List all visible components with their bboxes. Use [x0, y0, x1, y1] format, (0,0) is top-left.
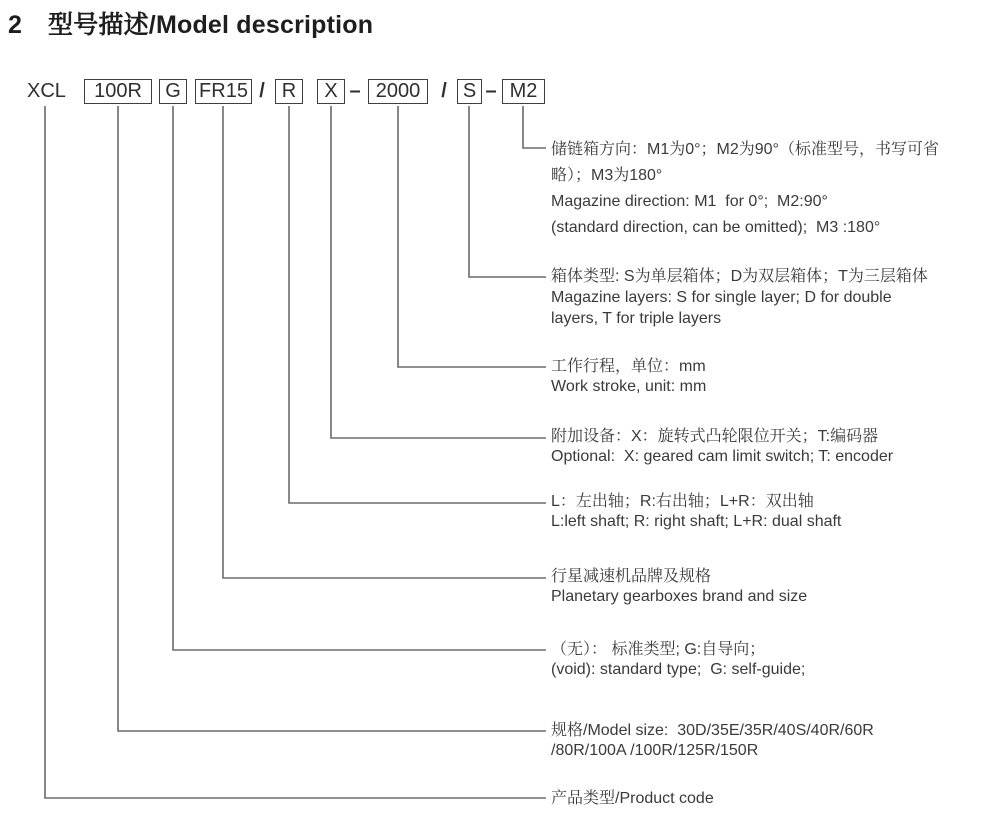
connector-direction-line	[523, 106, 546, 148]
annotation-line: 储链箱方向：M1为0°；M2为90°（标准型号，书写可省	[551, 141, 939, 158]
connector-shaft-line	[289, 106, 546, 503]
code-separator-slash: /	[259, 80, 265, 102]
annotation-line: 产品类型/Product code	[551, 790, 714, 807]
annotation-line: Work stroke, unit: mm	[551, 378, 707, 395]
annotation-output-shaft	[551, 492, 841, 532]
code-box-shaft: R	[275, 79, 303, 104]
annotation-line: (standard direction, can be omitted); M3 :180°	[551, 219, 881, 236]
annotation-product-code	[551, 789, 714, 809]
code-box-size: 100R	[84, 79, 152, 104]
annotation-line: 略）；M3为180°	[551, 167, 663, 184]
annotation-magazine-direction	[551, 137, 939, 241]
annotation-line: Magazine layers: S for single layer; D for double	[551, 289, 892, 306]
connector-layers-line	[469, 106, 546, 277]
section-number: 2	[8, 11, 23, 39]
code-separator-dash-2: –	[485, 80, 497, 102]
code-box-optional: X	[317, 79, 345, 104]
annotation-line: 工作行程，单位：mm	[551, 358, 706, 375]
annotation-model-size	[551, 721, 874, 761]
code-separator-dash: –	[349, 80, 361, 102]
annotation-magazine-layers	[551, 266, 928, 329]
annotation-line: /80R/100A /100R/125R/150R	[551, 742, 759, 759]
annotation-line: Magazine direction: M1 for 0°; M2:90°	[551, 193, 828, 210]
connector-gearbox-line	[223, 106, 546, 578]
code-box-direction: M2	[502, 79, 545, 104]
code-box-gearbox: FR15	[195, 79, 252, 104]
annotation-guide-type	[551, 640, 805, 680]
annotation-line: 行星减速机品牌及规格	[551, 568, 712, 585]
annotation-line: L:left shaft; R: right shaft; L+R: dual shaft	[551, 513, 842, 530]
annotation-planetary-gearbox	[551, 567, 807, 607]
annotation-line: layers, T for triple layers	[551, 310, 722, 327]
annotation-line: Optional: X: geared cam limit switch; T: encoder	[551, 448, 894, 465]
annotation-line: 箱体类型: S为单层箱体；D为双层箱体；T为三层箱体	[551, 268, 928, 285]
code-box-stroke: 2000	[368, 79, 428, 104]
connector-size-line	[118, 106, 546, 731]
code-separator-slash-2: /	[441, 80, 447, 102]
code-box-layers: S	[457, 79, 482, 104]
connector-guide-line	[173, 106, 546, 650]
annotation-line: 附加设备：X：旋转式凸轮限位开关；T:编码器	[551, 428, 879, 445]
code-box-guide: G	[159, 79, 187, 104]
annotation-work-stroke	[551, 357, 706, 397]
annotation-optional-equipment	[551, 427, 893, 467]
connector-prefix-line	[45, 106, 546, 798]
annotation-line: (void): standard type; G: self-guide;	[551, 661, 806, 678]
annotation-line: Planetary gearboxes brand and size	[551, 588, 808, 605]
connector-optional-line	[331, 106, 546, 438]
section-title-text: 型号描述/Model description	[48, 11, 374, 39]
annotation-line: （无）： 标准类型; G:自导向；	[551, 641, 766, 658]
annotation-line: 规格/Model size: 30D/35E/35R/40S/40R/60R	[551, 722, 874, 739]
annotation-line: L：左出轴；R:右出轴；L+R：双出轴	[551, 493, 814, 510]
code-prefix: XCL	[27, 80, 66, 102]
